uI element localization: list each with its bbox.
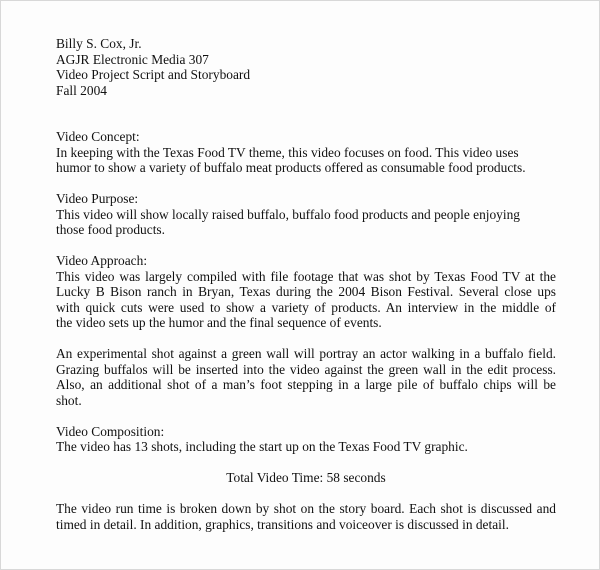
- paragraph-line: Lucky B Bison ranch in Bryan, Texas during the 2004 Bison Festival. Several close ups: [56, 284, 556, 299]
- paragraph-line: This video was largely compiled with file footage that was shot by Texas Food TV at the: [56, 268, 556, 284]
- document-title: Video Project Script and Storyboard: [56, 67, 251, 82]
- document-body: [56, 36, 556, 532]
- section-heading: Video Composition:: [56, 423, 165, 439]
- section-video-approach: [56, 253, 556, 408]
- paragraph-line: Grazing buffalos will be inserted into the video against the green wall in the edit process.: [56, 361, 556, 377]
- section-video-concept: [56, 129, 556, 176]
- author-name: Billy S. Cox, Jr.: [56, 36, 142, 51]
- paragraph-line: timed in detail. In addition, graphics, transitions and voiceover is discussed in detail.: [56, 516, 509, 532]
- paragraph-line: The video has 13 shots, including the start up on the Texas Food TV graphic.: [56, 439, 468, 454]
- paragraph-line: The video run time is broken down by shot on the story board. Each shot is discussed and: [56, 501, 556, 516]
- total-video-time: Total Video Time: 58 seconds: [226, 470, 386, 485]
- document-header: [56, 36, 556, 98]
- paragraph-line: Also, an additional shot of a man’s foot stepping in a large pile of buffalo chips will be: [56, 377, 556, 392]
- term: Fall 2004: [56, 82, 107, 98]
- course-name: AGJR Electronic Media 307: [56, 51, 209, 67]
- paragraph-line: In keeping with the Texas Food TV theme, this video focuses on food. This video uses: [56, 144, 519, 160]
- paragraph-line: This video will show locally raised buffalo, buffalo food products and people enjoying: [56, 206, 520, 222]
- paragraph-line: shot.: [56, 392, 82, 408]
- paragraph-line: with quick cuts were used to show a variety of products. An interview in the middle of: [56, 299, 556, 315]
- section-video-composition: [56, 424, 556, 533]
- section-heading: Video Purpose:: [56, 191, 139, 206]
- paragraph-line: humor to show a variety of buffalo meat products offered as consumable food products.: [56, 160, 526, 175]
- section-heading: Video Concept:: [56, 129, 140, 144]
- paragraph-line: An experimental shot against a green wall will portray an actor walking in a buffalo field.: [56, 346, 556, 361]
- section-video-purpose: [56, 191, 556, 238]
- section-heading: Video Approach:: [56, 253, 148, 268]
- paragraph-line: those food products.: [56, 222, 165, 237]
- paragraph-line: the video sets up the humor and the final sequence of events.: [56, 315, 382, 330]
